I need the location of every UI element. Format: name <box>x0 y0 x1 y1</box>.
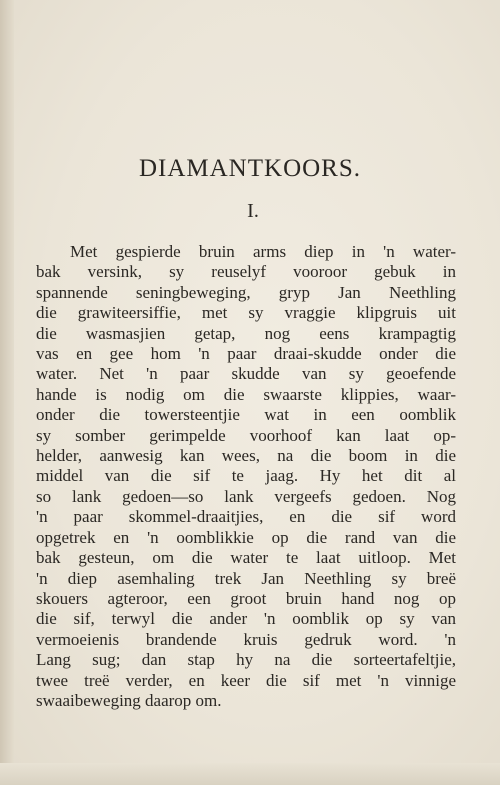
chapter-title: DIAMANTKOORS. <box>138 155 362 182</box>
text-line: water. Net 'n paar skudde van sy geoefende <box>36 364 456 384</box>
text-line: onder die towersteentjie wat in een oomblik <box>36 405 456 425</box>
text-line: skouers agteroor, een groot bruin hand nog op <box>36 588 456 608</box>
text-line: vas en gee hom 'n paar draai-skudde onder die <box>36 344 456 364</box>
page-gutter-shadow <box>0 0 14 785</box>
text-line: 'n diep asemhaling trek Jan Neethling sy breë <box>36 568 456 588</box>
text-line: die grawiteersiffie, met sy vraggie klipgruis uit <box>36 303 456 323</box>
text-line: sy somber gerimpelde voorhoof kan laat op- <box>36 425 456 445</box>
text-line: bak versink, sy reuselyf vooroor gebuk in <box>36 262 456 282</box>
text-line: middel van die sif te jaag. Hy het dit al <box>36 466 456 486</box>
text-line: die wasmasjien getap, nog eens krampagtig <box>36 323 456 343</box>
section-number: I. <box>247 200 259 222</box>
text-line: bak gesteun, om die water te laat uitloop. Met <box>36 548 456 568</box>
text-line: hande is nodig om die swaarste klippies, waar- <box>36 384 456 404</box>
text-line: opgetrek en 'n oomblikkie op die rand van die <box>36 527 456 547</box>
text-line: helder, aanwesig kan wees, na die boom in die <box>36 446 456 466</box>
text-line: vermoeienis brandende kruis gedruk word. 'n <box>36 629 456 649</box>
page-bottom-edge <box>0 763 500 785</box>
text-line: Met gespierde bruin arms diep in 'n water- <box>70 242 456 261</box>
text-line: 'n paar skommel-draaitjies, en die sif word <box>36 507 456 527</box>
text-line: spannende seningbeweging, gryp Jan Neethling <box>36 282 456 302</box>
text-line: swaaibeweging daarop om. <box>36 690 222 710</box>
body-paragraph <box>36 242 456 711</box>
text-line: twee treë verder, en keer die sif met 'n vinnige <box>36 670 456 690</box>
text-line: so lank gedoen—so lank vergeefs gedoen. Nog <box>36 486 456 506</box>
text-line: die sif, terwyl die ander 'n oomblik op sy van <box>36 609 456 629</box>
text-line: Lang sug; dan stap hy na die sorteertafeltjie, <box>36 650 456 670</box>
